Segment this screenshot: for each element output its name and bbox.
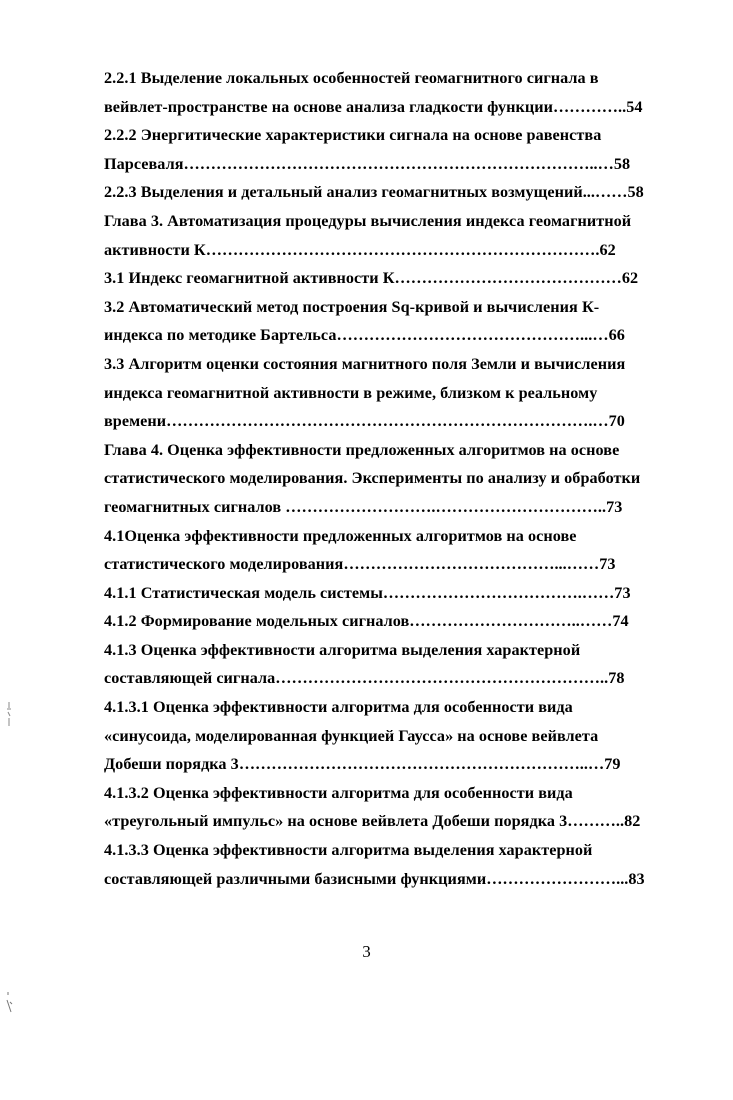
toc-line: 2.2.3 Выделения и детальный анализ геомагнитных возмущений...……58 xyxy=(104,183,644,202)
toc-line: геомагнитных сигналов ……………………….…………………………..73 xyxy=(104,497,623,516)
scan-artifact-bottom xyxy=(4,990,14,1016)
toc-line: 2.2.1 Выделение локальных особенностей геомагнитного сигнала в xyxy=(104,69,599,87)
scan-artifact-top xyxy=(4,700,14,730)
toc-line: 4.1.3.3 Оценка эффективности алгоритма выделения характерной xyxy=(104,841,593,860)
toc-line: Парсеваля…………………………………………………………………..…58 xyxy=(104,154,631,173)
toc-line: индекса геомагнитной активности в режиме, близком к реальному xyxy=(104,383,598,402)
toc-line: «синусоида, моделированная функцией Гаусса» на основе вейвлета xyxy=(104,726,599,745)
toc-line: «треугольный импульс» на основе вейвлета Добеши порядка 3………..82 xyxy=(104,812,641,831)
toc-line: статистического моделирования…………………………………...……73 xyxy=(104,555,616,574)
toc-line: 3.2 Автоматический метод построения Sq-кривой и вычисления К- xyxy=(104,297,600,316)
toc-line: 4.1Оценка эффективности предложенных алгоритмов на основе xyxy=(104,526,577,545)
toc-line: Добеши порядка 3………………………………………………………..…79 xyxy=(104,755,621,774)
toc-line: активности К……………………………………………………………….62 xyxy=(104,240,616,259)
toc-line: составляющей сигнала……………………………………………………..78 xyxy=(104,669,625,688)
toc-line: 3.1 Индекс геомагнитной активности К……………………………………62 xyxy=(104,269,639,288)
toc-line: вейвлет-пространстве на основе анализа гладкости функции…………..54 xyxy=(104,97,643,116)
table-of-contents xyxy=(104,64,660,893)
toc-line: статистического моделирования. Эксперименты по анализу и обработки xyxy=(104,469,641,488)
toc-line: составляющей различными базисными функциями……………………...83 xyxy=(104,869,645,888)
toc-line: 4.1.3.2 Оценка эффективности алгоритма для особенности вида xyxy=(104,783,573,802)
page-number: 3 xyxy=(362,942,371,961)
toc-line: 3.3 Алгоритм оценки состояния магнитного поля Земли и вычисления xyxy=(104,354,626,373)
toc-line: времени…………………………………………………………………….…70 xyxy=(104,412,625,431)
toc-line: 2.2.2 Энергитические характеристики сигнала на основе равенства xyxy=(104,126,602,145)
toc-line: 4.1.3 Оценка эффективности алгоритма выделения характерной xyxy=(104,640,581,659)
toc-line: 4.1.1 Статистическая модель системы……………………………….……73 xyxy=(104,583,631,602)
toc-line: Глава 4. Оценка эффективности предложенных алгоритмов на основе xyxy=(104,440,620,459)
toc-line: 4.1.3.1 Оценка эффективности алгоритма для особенности вида xyxy=(104,698,573,717)
toc-line: индекса по методике Бартельса………………………………………...…66 xyxy=(104,326,625,345)
toc-line: Глава 3. Автоматизация процедуры вычисления индекса геомагнитной xyxy=(104,211,632,230)
toc-line: 4.1.2 Формирование модельных сигналов…………………………..……74 xyxy=(104,612,629,631)
